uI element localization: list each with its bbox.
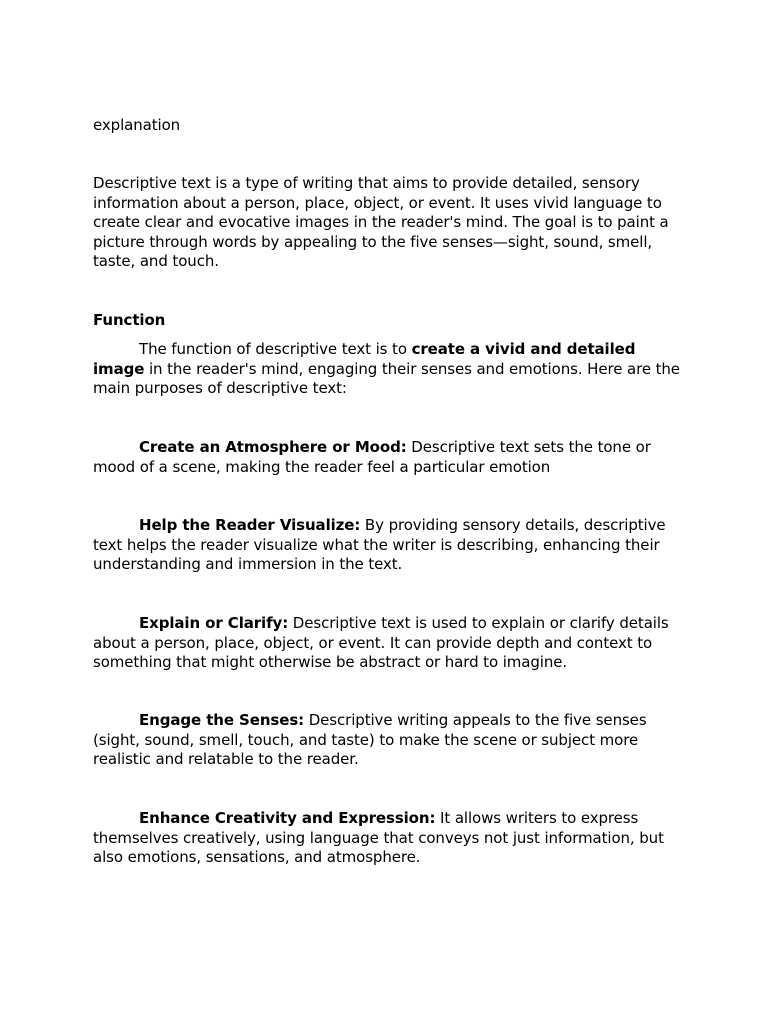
purpose-title: Help the Reader Visualize:	[139, 516, 361, 534]
purpose-item-visualize	[93, 516, 685, 575]
purpose-item-explain	[93, 614, 685, 673]
document-heading	[93, 116, 685, 136]
function-paragraph	[93, 340, 685, 399]
purpose-title: Enhance Creativity and Expression:	[139, 809, 436, 827]
purpose-item-atmosphere	[93, 438, 685, 477]
purpose-item-creativity	[93, 809, 685, 868]
purpose-item-senses	[93, 711, 685, 770]
purpose-title: Engage the Senses:	[139, 711, 305, 729]
intro-paragraph	[93, 174, 685, 272]
intro-text: Descriptive text is a type of writing that aims to provide detailed, sensory information about a person, place, object, or event. It uses vivid language to create clear and evocative images in the reader's mind. The goal is to paint a picture through words by appealing to the five senses—sight, sound, smell, taste, and touch.	[93, 174, 669, 271]
purpose-text: Descriptive text sets the tone or mood of a scene, making the reader feel a particular emotion	[93, 438, 651, 476]
heading-text: explanation	[93, 116, 181, 134]
purpose-title: Create an Atmosphere or Mood:	[139, 438, 407, 456]
function-text-after: in the reader's mind, engaging their senses and emotions. Here are the main purposes of descriptive text:	[93, 359, 680, 398]
purpose-text: It allows writers to express themselves creatively, using language that conveys not just information, but also emotions, sensations, and atmosphere.	[93, 809, 664, 867]
function-text-before: The function of descriptive text is to	[139, 340, 412, 358]
function-heading	[93, 311, 685, 331]
purpose-title: Explain or Clarify:	[139, 614, 289, 632]
purpose-text: Descriptive text is used to explain or clarify details about a person, place, object, or event. It can provide depth and context to something that might otherwise be abstract or hard to imagine.	[93, 614, 669, 672]
purpose-text: By providing sensory details, descriptive text helps the reader visualize what the writer is describing, enhancing their understanding and immersion in the text.	[93, 516, 666, 574]
function-text-bold: create a vivid and detailed image	[93, 340, 636, 378]
purpose-text: Descriptive writing appeals to the five senses (sight, sound, smell, touch, and taste) to make the scene or subject more realistic and relatable to the reader.	[93, 711, 647, 769]
function-title: Function	[93, 311, 166, 329]
